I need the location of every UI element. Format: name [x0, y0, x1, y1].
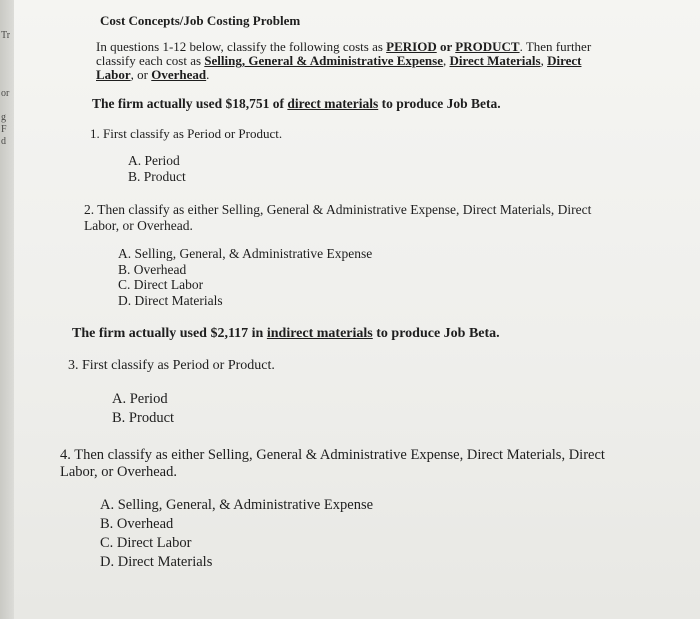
worksheet-page — [14, 0, 700, 619]
option-d-direct-materials[interactable]: D. Direct Materials — [118, 292, 223, 308]
margin-mark: or — [1, 88, 10, 99]
page-title: Cost Concepts/Job Costing Problem — [100, 13, 301, 28]
option-a-sga[interactable]: A. Selling, General, & Administrative Expense — [118, 246, 373, 261]
option-b-overhead[interactable]: B. Overhead — [100, 516, 174, 532]
option-c-direct-labor[interactable]: C. Direct Labor — [100, 535, 192, 551]
option-b-overhead[interactable]: B. Overhead — [118, 261, 187, 277]
question-2-options — [118, 246, 372, 308]
option-a-period[interactable]: A. Period — [112, 391, 168, 407]
instructions-line-1: In questions 1-12 below, classify the following costs as PERIOD or PRODUCT. Then further — [96, 39, 592, 54]
scenario-1: The firm actually used $18,751 of direct materials to produce Job Beta. — [92, 96, 501, 111]
period-term: PERIOD — [386, 39, 437, 54]
dm-term: Direct Materials — [449, 53, 541, 68]
option-a-sga[interactable]: A. Selling, General, & Administrative Expense — [100, 497, 374, 513]
question-3-options — [112, 390, 174, 428]
question-1: 1. First classify as Period or Product. — [90, 126, 283, 141]
margin-mark: d — [1, 136, 6, 147]
overhead-term: Overhead — [151, 67, 207, 82]
question-2: 2. Then classify as either Selling, General & Administrative Expense, Direct Materials, Direct Labor, or Overhead. — [84, 202, 592, 233]
scenario-1-key-term: direct materials — [287, 96, 379, 111]
option-a-period[interactable]: A. Period — [128, 153, 180, 168]
option-c-direct-labor[interactable]: C. Direct Labor — [118, 277, 204, 292]
option-b-product[interactable]: B. Product — [112, 410, 175, 426]
product-term: PRODUCT — [455, 39, 520, 54]
option-d-direct-materials[interactable]: D. Direct Materials — [100, 554, 213, 570]
margin-mark: Tr — [1, 30, 11, 41]
margin-mark: F — [1, 124, 7, 135]
question-4-options — [100, 496, 373, 572]
question-4: 4. Then classify as either Selling, General & Administrative Expense, Direct Materials, Direct Labor, or Overhead. — [60, 447, 605, 480]
margin-mark: g — [1, 112, 6, 123]
instructions-line-3: Labor, or Overhead. — [96, 67, 210, 82]
scenario-2: The firm actually used $2,117 in indirect materials to produce Job Beta. — [72, 326, 500, 341]
sga-term: Selling, General & Administrative Expense — [204, 53, 443, 68]
dl-term-part1: Direct — [547, 53, 582, 68]
instructions-line-2: classify each cost as Selling, General & Administrative Expense, Direct Materials, Direct — [96, 53, 582, 68]
binder-edge — [0, 0, 15, 619]
question-3: 3. First classify as Period or Product. — [68, 358, 275, 373]
scenario-2-key-term: indirect materials — [266, 326, 373, 341]
option-b-product[interactable]: B. Product — [128, 168, 186, 184]
question-1-options — [128, 153, 186, 184]
dl-term-part2: Labor — [96, 67, 131, 82]
instructions — [96, 40, 591, 82]
